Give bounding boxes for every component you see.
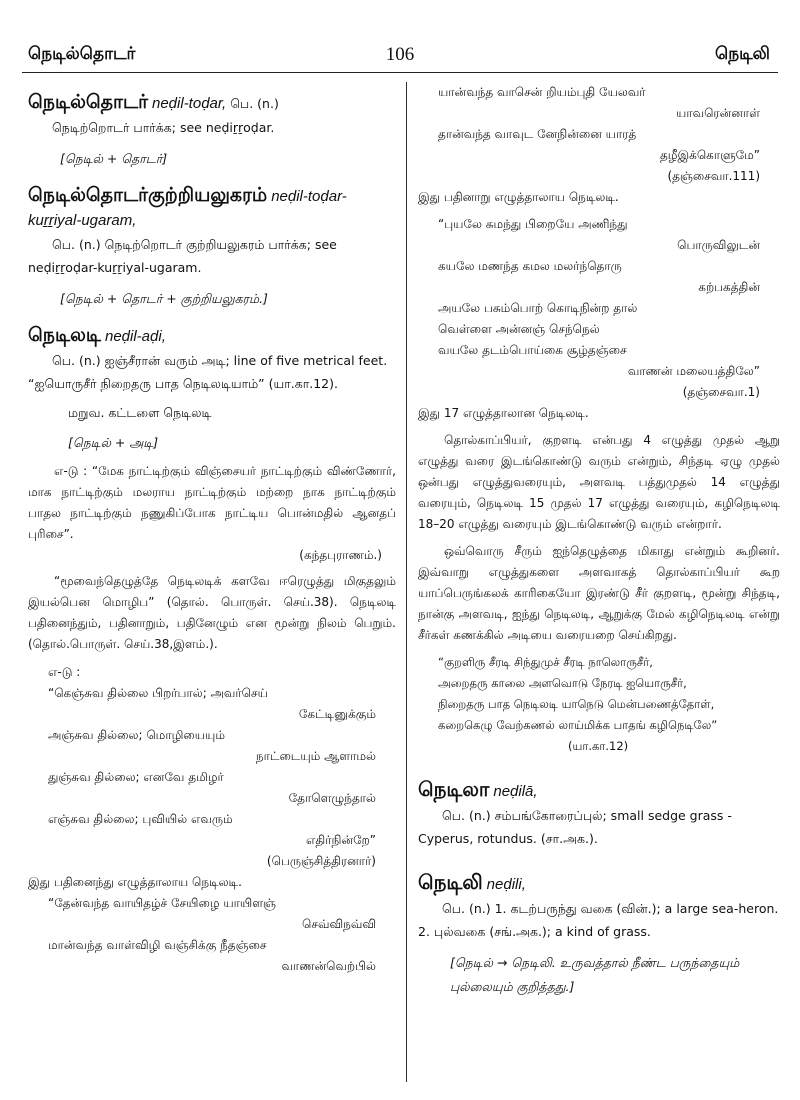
verse-line: நாட்டையும் ஆளாமல் <box>255 749 376 763</box>
transliteration: neḍil-aḍi, <box>104 328 166 345</box>
page-header <box>22 38 778 73</box>
verse-line: அறைதரு காலை அளவொடு நேரடி ஐயொருசீர், <box>438 676 687 690</box>
verse-line: வெள்ளை அன்னஞ் செந்நெல் <box>438 322 600 336</box>
headword: நெடிலடி <box>28 324 101 346</box>
verse-block <box>418 214 780 403</box>
definition: பெ. (n.) ஐஞ்சீரான் வரும் அடி; line of five metrical feet. “ஐயொருசீர் நிறைதரு பாத நெடிலடியாம்” (யா.கா.12). <box>28 353 388 391</box>
entry-headline <box>28 323 396 349</box>
verse-block <box>28 893 396 977</box>
example-label: எ-டு : <box>48 665 81 679</box>
note-line: இது பதினாறு எழுத்தாலாய நெடிலடி. <box>418 190 619 204</box>
verse-source: (தஞ்சைவா.111) <box>667 169 760 183</box>
verse-line: அயலே பசும்பொற் கொடிநின்ற தால் <box>438 301 638 315</box>
verse-line: துஞ்சுவ தில்லை; எனவே தமிழர் <box>48 770 224 784</box>
verse-source: (தஞ்சைவா.1) <box>682 385 760 399</box>
entry-headline <box>418 777 780 804</box>
verse-block <box>418 652 780 757</box>
verse-line: எஞ்சுவ தில்லை; புவியில் எவரும் <box>48 812 233 826</box>
header-left-word: நெடில்தொடர் <box>28 44 136 64</box>
entry-nedili <box>418 870 780 999</box>
verse-line: கேட்டினுக்கும் <box>298 707 376 721</box>
definition: பெ. (n.) நெடிற்றொடர் குற்றியலுகரம் பார்க்க; see neḍiṟṟoḍar-kuṟṟiyal-ugaram. <box>28 237 337 275</box>
etymology: [நெடில் + தொடர்] <box>60 151 168 166</box>
note-line: இது 17 எழுத்தாலான நெடிலடி. <box>418 406 589 420</box>
paragraph: தொல்காப்பியர், குறளடி என்பது 4 எழுத்து முதல் ஆறு எழுத்து வரை இடங்கொண்டு வரும் என்றும், சிந்தடி ஏழு முதல் ஒன்பது எழுத்துவரையும், அளவடி பத்துமுதல் 14 எழுத்து வரையும், நெடிலடி 15 முதல் 17 எழுத்து வரையும், கழிநெடிலடி 18–20 எழுத்து வரையும் இடங்கொண்டு வரும் என்றார். <box>418 433 780 531</box>
entry-nediladi <box>28 323 396 977</box>
verse-line: தழீஇக்கொளுமே” <box>659 148 760 162</box>
etymology: [நெடில் + தொடர் + குற்றியலுகரம்.] <box>60 291 268 306</box>
entry-headline <box>28 90 396 116</box>
entry-headline <box>28 183 396 233</box>
quotation: “மூவைந்தெழுத்தே நெடிலடிக் களவே ஈரெழுத்து மிகுதலும் இயல்பென மொழிப” (தொல். பொருள். செய்.38). நெடிலடி பதினைந்தும், பதினாறும், பதினேழும் என மூன்று நிலம் பெறும். (தொல்.பொருள். செய்.38,இளம்.). <box>28 574 396 651</box>
headword: நெடில்தொடர் <box>28 91 149 113</box>
verse-line: “தேன்வந்த வாயிதழ்ச் சேயிழை யாயிளஞ் <box>48 896 276 910</box>
etymology: [நெடில் + அடி] <box>68 435 159 450</box>
verse-line: தோளெழுந்தால் <box>288 791 376 805</box>
example-text: எ-டு : “மேக நாட்டிற்கும் விஞ்சையர் நாட்டிற்கும் விண்ணோர், மாக நாட்டிற்கும் மலராய நாட்டிற்கும் மற்றை நாக நாட்டிற்கும் பாதல நாட்டிற்கும் நணுகிப்போக நாட்டிய பொன்மதில் ஆனதப் புரிசை”. <box>28 464 396 541</box>
note-line: இது பதினைந்து எழுத்தாலாய நெடிலடி. <box>28 875 242 889</box>
verse-line: “குறளிரு சீரடி சிந்துமுச் சீரடி நாலொருசீர், <box>438 655 653 669</box>
verse-line: வயலே தடம்பொய்கை சூழ்தஞ்சை <box>438 343 627 357</box>
verse-line: யாவரென்னாள் <box>676 106 760 120</box>
verse-line: கயலே மணந்த கமல மலர்ந்தொரு <box>438 259 622 273</box>
transliteration: neḍil-toḍar, <box>152 95 227 112</box>
header-right-word: நெடிலி <box>715 44 770 64</box>
headword: நெடிலா <box>418 777 490 801</box>
transliteration: neḍili, <box>486 876 526 893</box>
verse-line: தான்வந்த வாவுட னேநின்னை யாரத் <box>438 127 637 141</box>
verse-source: (பெருஞ்சித்திரனார்) <box>266 854 376 868</box>
verse-line: எதிர்நின்றே” <box>306 833 376 847</box>
verse-line: மான்வந்த வாள்விழி வஞ்சிக்கு நீதஞ்சை <box>48 938 267 952</box>
page-number: 106 <box>385 44 415 65</box>
definition: நெடிற்றொடர் பார்க்க; see neḍiṟṟoḍar. <box>52 120 275 135</box>
verse-line: யான்வந்த வாசென் றியம்புதி யேலவர் <box>438 85 646 99</box>
entry-nedila <box>418 777 780 850</box>
headword: நெடிலி <box>418 870 483 894</box>
example-source: (கந்தபுராணம்.) <box>299 548 382 562</box>
verse-line: கறைகெழு வேற்கணல் லாய்மிக்க பாதங் கழிநெடிலே” <box>438 718 718 732</box>
verse-line: செவ்விநவ்வி <box>302 917 376 931</box>
right-column <box>418 82 780 1011</box>
entry-headline <box>418 870 780 897</box>
synonym: மறுவ. கட்டளை நெடிலடி <box>68 405 212 420</box>
verse-block <box>418 82 780 187</box>
verse-line: நிறைதரு பாத நெடிலடி யாநெடு மென்பணைத்தோள், <box>438 697 715 711</box>
verse-line: கற்பகத்தின் <box>698 280 760 294</box>
paragraph: ஒவ்வொரு சீரும் ஐந்தெழுத்தை மிகாது என்றும் கூறினர். இவ்வாறு எழுத்துகளை அளவாகத் தொல்காப்பியர் கூற யாப்பெருங்கலக் காரிகையோ இரண்டு சீர் குறளடி, மூன்று சிந்தடி, நான்கு அளவடி, ஐந்து நெடிலடி, ஆறுக்கு மேல் கழிநெடிலடி என்று சீர்கள் கணக்கில் அடியை வரையறை செய்கிறது. <box>418 544 780 642</box>
verse-line: “கெஞ்சுவ தில்லை பிறர்பால்; அவர்செய் <box>48 686 268 700</box>
transliteration: neḍil-toḍar-kuṟṟiyal-ugaram, <box>28 188 347 229</box>
verse-line: வாணன் மலையத்திலே” <box>627 364 760 378</box>
verse-source: (யா.கா.12) <box>568 739 629 753</box>
transliteration: neḍilā, <box>493 783 538 800</box>
verse-block <box>28 683 396 872</box>
etymology: [நெடில் → நெடிலி. உருவத்தால் நீண்ட பருந்தையும் புல்லையும் குறித்தது.] <box>450 955 740 994</box>
left-column <box>28 82 396 977</box>
verse-line: பொருவிலுடன் <box>677 238 760 252</box>
verse-line: வாணன்வெற்பில் <box>281 959 376 973</box>
part-of-speech: பெ. (n.) <box>230 96 279 111</box>
column-divider <box>406 82 407 1082</box>
definition: பெ. (n.) சம்பங்கோரைப்புல்; small sedge grass - Cyperus, rotundus. (சா.அக.). <box>418 808 732 846</box>
verse-line: “புயலே சுமந்து பிறையே அணிந்து <box>438 217 628 231</box>
entry-nedil-todar-kurriyalugaram <box>28 183 396 311</box>
entry-nedil-todar <box>28 90 396 171</box>
headword: நெடில்தொடர்குற்றியலுகரம் <box>28 184 268 206</box>
verse-line: அஞ்சுவ தில்லை; மொழியையும் <box>48 728 225 742</box>
definition: பெ. (n.) 1. கடற்பருந்து வகை (வின்.); a large sea-heron. 2. புல்வகை (சங்.அக.); a kind of grass. <box>418 901 779 939</box>
